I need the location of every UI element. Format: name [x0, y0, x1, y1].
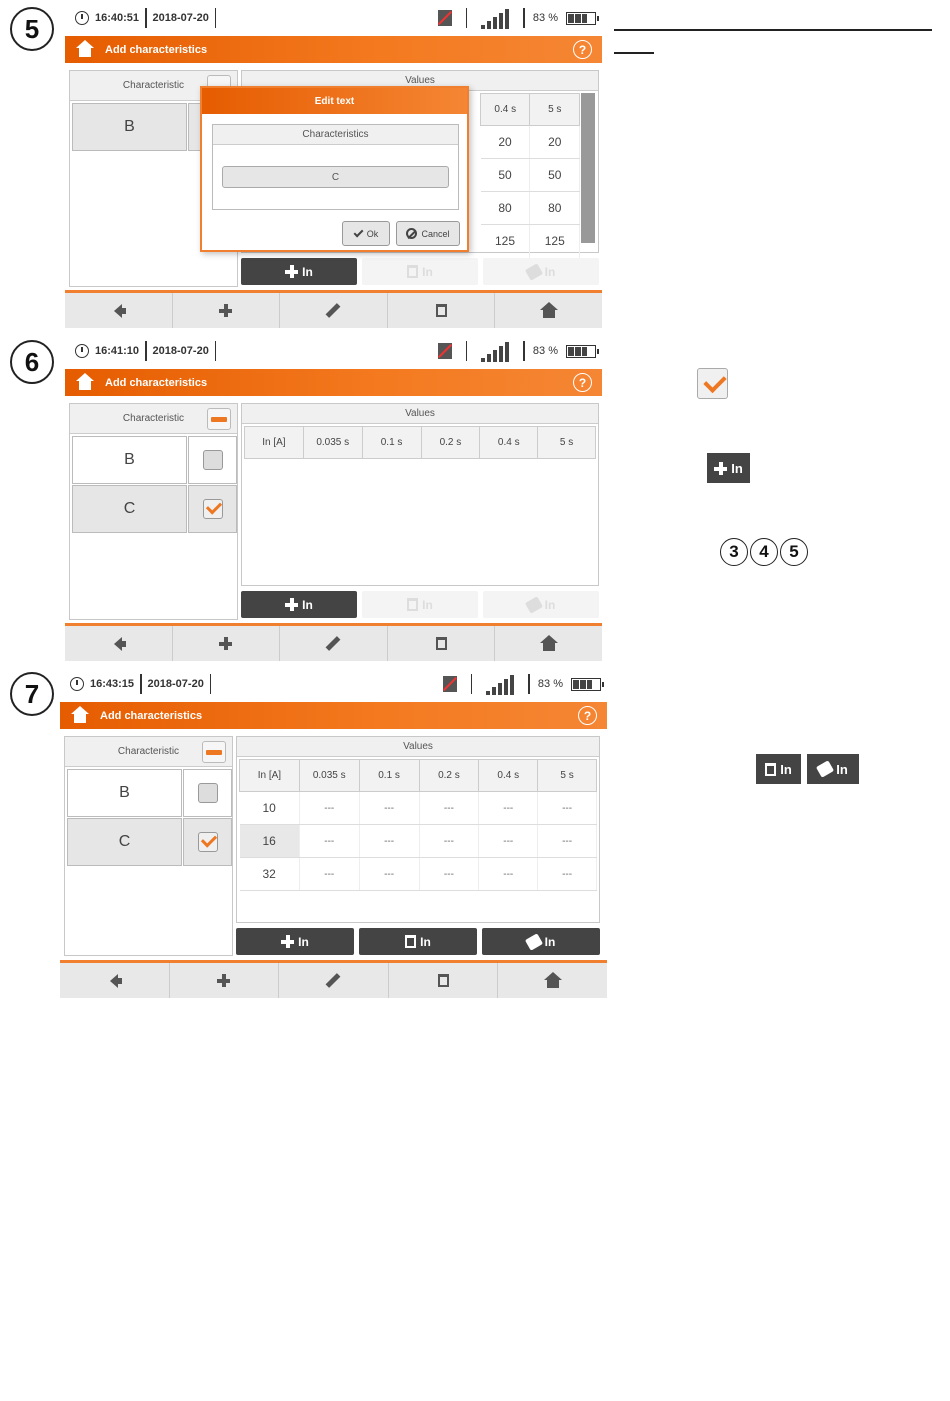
help-icon[interactable]: ?: [573, 40, 592, 59]
delete-in-icon: In: [756, 754, 801, 784]
back-button[interactable]: [65, 626, 173, 661]
column-header: 0.035 s: [303, 427, 362, 459]
status-time: 16:43:15: [90, 678, 135, 690]
plus-icon: [281, 935, 294, 948]
list-item[interactable]: [72, 436, 237, 484]
dialog-field-label: Characteristics: [213, 125, 458, 145]
column-header: 0.035 s: [299, 760, 359, 792]
select-all-checkbox[interactable]: [202, 741, 226, 763]
table-row[interactable]: 20 20: [481, 126, 580, 159]
edit-button[interactable]: [280, 293, 388, 328]
text-line: [614, 29, 932, 31]
column-header: 0.4 s: [481, 94, 530, 126]
add-in-icon: In: [707, 453, 750, 483]
table-row[interactable]: 125 125: [481, 225, 580, 258]
list-item[interactable]: [67, 818, 232, 866]
battery-icon: [571, 678, 601, 691]
item-checkbox-checked[interactable]: [198, 832, 218, 852]
back-button[interactable]: [65, 293, 173, 328]
back-arrow-icon: [110, 974, 118, 988]
home-icon: [541, 304, 557, 318]
page-title: Add characteristics: [105, 376, 208, 389]
plus-icon: [219, 304, 232, 317]
select-all-checkbox[interactable]: [207, 408, 231, 430]
delete-button[interactable]: [389, 963, 499, 998]
edit-button[interactable]: [280, 626, 388, 661]
trash-icon: [436, 637, 447, 650]
add-button[interactable]: [173, 626, 281, 661]
cancel-icon: [406, 228, 417, 239]
plus-icon: [285, 265, 298, 278]
delete-button[interactable]: [388, 626, 496, 661]
add-in-button[interactable]: In: [236, 928, 354, 955]
home-icon: [541, 637, 557, 651]
paint-bucket-icon: [525, 933, 543, 950]
paint-bucket-icon: [525, 596, 543, 613]
column-header: 0.1 s: [362, 427, 421, 459]
sd-card-missing-icon: [438, 343, 452, 359]
column-header: 5 s: [530, 94, 580, 126]
home-icon[interactable]: [77, 376, 93, 390]
values-header: Values: [242, 404, 598, 424]
status-bar: [65, 334, 602, 368]
page-title: Add characteristics: [100, 709, 203, 722]
plus-icon: [714, 462, 727, 475]
column-header: 0.2 s: [421, 427, 480, 459]
item-checkbox[interactable]: [198, 783, 218, 803]
screen-step-7: [60, 667, 607, 985]
characteristic-header: Characteristic: [122, 80, 185, 91]
battery-percent: 83 %: [532, 12, 558, 24]
bottom-toolbar: [60, 960, 607, 998]
characteristic-name: B: [72, 436, 187, 484]
characteristic-name: B: [67, 769, 182, 817]
plus-icon: [217, 974, 230, 987]
home-button[interactable]: [498, 963, 607, 998]
column-header: 0.4 s: [480, 427, 538, 459]
item-checkbox[interactable]: [203, 450, 223, 470]
battery-icon: [566, 345, 596, 358]
values-table: [480, 93, 580, 258]
action-buttons: [236, 928, 600, 955]
status-date: 2018-07-20: [147, 678, 204, 690]
column-header: 0.1 s: [359, 760, 419, 792]
pencil-icon: [326, 636, 341, 651]
item-checkbox-checked[interactable]: [203, 499, 223, 519]
signal-icon: [486, 673, 514, 695]
list-item[interactable]: [67, 769, 232, 817]
status-bar: [60, 667, 607, 701]
values-header: Values: [242, 71, 598, 91]
column-header: In [A]: [240, 760, 300, 792]
help-icon[interactable]: ?: [573, 373, 592, 392]
list-item[interactable]: [72, 485, 237, 533]
characteristic-list: [64, 736, 233, 956]
values-panel: [236, 736, 600, 923]
signal-icon: [481, 7, 509, 29]
clock-icon: [75, 344, 89, 358]
characteristic-list: [69, 403, 238, 620]
circled-number: 3: [720, 538, 748, 566]
battery-percent: 83 %: [537, 678, 563, 690]
ok-button[interactable]: Ok: [342, 221, 390, 246]
plus-icon: [285, 598, 298, 611]
trash-icon: [765, 763, 776, 776]
characteristic-header: Characteristic: [117, 746, 180, 757]
pencil-icon: [326, 973, 341, 988]
clock-icon: [75, 11, 89, 25]
sd-card-missing-icon: [438, 10, 452, 26]
add-in-button[interactable]: In: [241, 258, 357, 285]
scrollbar[interactable]: [581, 93, 595, 243]
title-bar: [65, 369, 602, 396]
home-icon[interactable]: [72, 709, 88, 723]
circled-number: 5: [780, 538, 808, 566]
characteristic-name-input[interactable]: C: [222, 166, 449, 188]
table-row[interactable]: 80 80: [481, 192, 580, 225]
page-title: Add characteristics: [105, 43, 208, 56]
bottom-toolbar: [65, 290, 602, 328]
values-table: [239, 759, 597, 891]
column-header: In [A]: [245, 427, 304, 459]
values-header: Values: [237, 737, 599, 757]
step-number-5: 5: [10, 7, 54, 51]
table-row[interactable]: 16 --- --- --- --- ---: [240, 825, 597, 858]
trash-icon: [438, 974, 449, 987]
fill-in-button[interactable]: In: [483, 591, 599, 618]
status-time: 16:41:10: [95, 345, 140, 357]
sd-card-missing-icon: [443, 676, 457, 692]
trash-icon: [436, 304, 447, 317]
status-date: 2018-07-20: [152, 12, 209, 24]
plus-icon: [219, 637, 232, 650]
status-time: 16:40:51: [95, 12, 140, 24]
text-line-short: [614, 52, 654, 54]
characteristic-name: B: [72, 103, 187, 151]
home-icon[interactable]: [77, 43, 93, 57]
column-header: 0.4 s: [479, 760, 538, 792]
fill-in-icon: In: [807, 754, 859, 784]
circled-number: 4: [750, 538, 778, 566]
step-number-7: 7: [10, 672, 54, 716]
column-header: 5 s: [538, 427, 596, 459]
edit-text-dialog: [200, 86, 469, 252]
characteristic-header: Characteristic: [122, 413, 185, 424]
step-number-6: 6: [10, 340, 54, 384]
checkbox-checked-icon: [697, 368, 728, 399]
table-row[interactable]: 50 50: [481, 159, 580, 192]
add-in-button[interactable]: In: [241, 591, 357, 618]
edit-button[interactable]: [279, 963, 389, 998]
delete-button[interactable]: [388, 293, 496, 328]
dialog-title: Edit text: [202, 88, 467, 114]
home-button[interactable]: [495, 626, 602, 661]
table-row[interactable]: 32 --- --- --- --- ---: [240, 858, 597, 891]
characteristic-name: C: [67, 818, 182, 866]
values-panel: [241, 403, 599, 586]
title-bar: [65, 36, 602, 63]
trash-icon: [407, 265, 418, 278]
fill-in-button[interactable]: In: [483, 258, 599, 285]
screen-step-5: [65, 1, 602, 319]
paint-bucket-icon: [525, 263, 543, 280]
paint-bucket-icon: [816, 760, 834, 777]
cancel-button[interactable]: Cancel: [396, 221, 460, 246]
battery-icon: [566, 12, 596, 25]
clock-icon: [70, 677, 84, 691]
home-icon: [545, 974, 561, 988]
bottom-toolbar: [65, 623, 602, 661]
back-button[interactable]: [60, 963, 170, 998]
add-button[interactable]: [173, 293, 281, 328]
check-icon: [353, 227, 363, 237]
delete-in-button[interactable]: In: [362, 258, 478, 285]
signal-icon: [481, 340, 509, 362]
status-date: 2018-07-20: [152, 345, 209, 357]
table-row[interactable]: 10 --- --- --- --- ---: [240, 792, 597, 825]
back-arrow-icon: [114, 304, 122, 318]
delete-in-button[interactable]: In: [359, 928, 477, 955]
add-button[interactable]: [170, 963, 280, 998]
action-buttons: [241, 591, 599, 618]
trash-icon: [405, 935, 416, 948]
screen-step-6: [65, 334, 602, 652]
battery-percent: 83 %: [532, 345, 558, 357]
pencil-icon: [326, 303, 341, 318]
back-arrow-icon: [114, 637, 122, 651]
status-bar: [65, 1, 602, 35]
values-table: [244, 426, 596, 459]
column-header: 5 s: [538, 760, 597, 792]
column-header: 0.2 s: [419, 760, 479, 792]
title-bar: [60, 702, 607, 729]
help-icon[interactable]: ?: [578, 706, 597, 725]
home-button[interactable]: [495, 293, 602, 328]
characteristic-name: C: [72, 485, 187, 533]
fill-in-button[interactable]: In: [482, 928, 600, 955]
action-buttons: [241, 258, 599, 285]
trash-icon: [407, 598, 418, 611]
delete-in-button[interactable]: In: [362, 591, 478, 618]
